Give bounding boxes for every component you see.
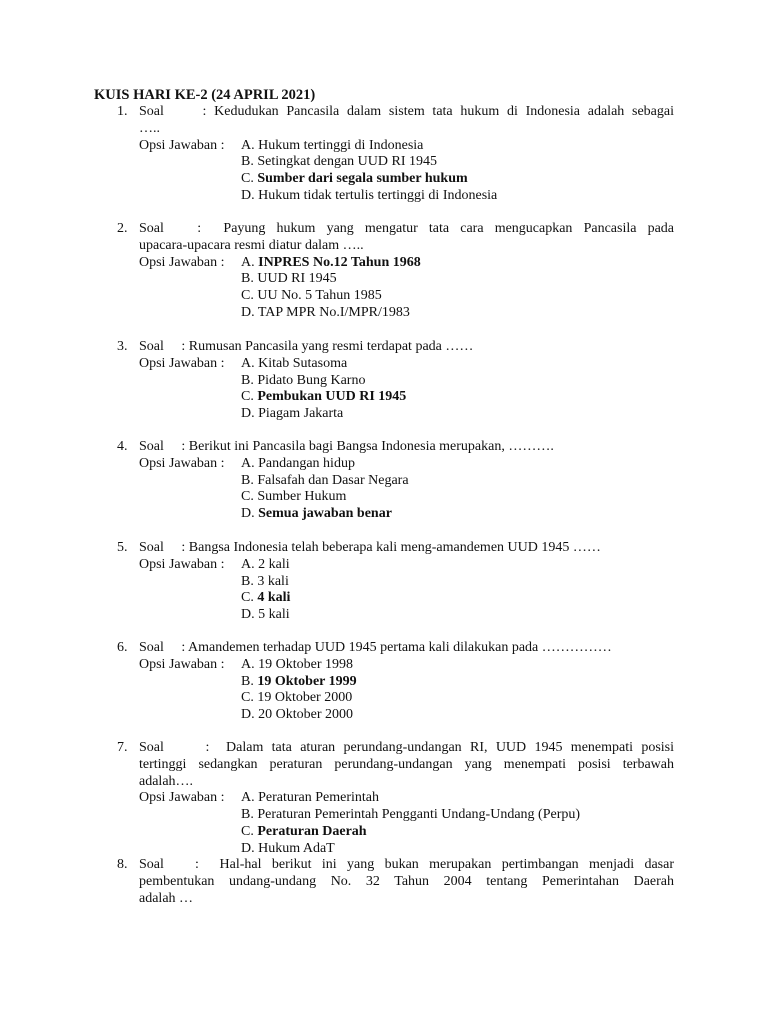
option-text: 19 Oktober 1998 (258, 656, 354, 672)
answer-option (117, 489, 674, 506)
question-item (117, 857, 674, 907)
answer-option-correct (117, 824, 674, 841)
options-label: Opsi Jawaban : (139, 556, 225, 572)
option-text: Pandangan hidup (258, 455, 355, 471)
option-letter: D. (241, 707, 259, 723)
option-text: Peraturan Daerah (257, 823, 367, 839)
question-text-continued: adalah…. (139, 773, 194, 789)
option-letter: A. (241, 656, 259, 672)
question-text: Soal : Kedudukan Pancasila dalam sistem tata hukum di Indonesia adalah sebagai (139, 104, 674, 119)
option-text: UU No. 5 Tahun 1985 (257, 288, 382, 304)
option-letter: D. (241, 304, 258, 320)
option-text: Piagam Jakarta (258, 406, 344, 422)
question-text-continued: ….. (139, 120, 160, 136)
option-letter: A. (241, 254, 259, 270)
answer-option (117, 305, 674, 322)
question-text-continued: adalah … (139, 890, 194, 906)
option-text: Sumber Hukum (257, 489, 347, 505)
option-letter: D. (241, 840, 259, 856)
option-letter: C. (241, 590, 258, 606)
answer-option-correct (117, 506, 674, 523)
question-text-continued: upacara-upacara resmi diatur dalam ….. (139, 237, 364, 253)
question-text-continued: tertinggi sedangkan peraturan perundang-undangan yang menempati posisi terbawah (139, 756, 674, 772)
option-letter: B. (241, 807, 258, 823)
options-label: Opsi Jawaban : (139, 656, 225, 672)
option-letter: C. (241, 171, 258, 187)
option-text: Pembukan UUD RI 1945 (257, 389, 407, 405)
question-item (117, 640, 674, 724)
option-letter: C. (241, 489, 258, 505)
question-number: 1. (117, 104, 128, 119)
option-text: 3 kali (257, 573, 289, 589)
option-text: Setingkat dengan UUD RI 1945 (257, 154, 437, 170)
question-number: 7. (117, 740, 128, 755)
question-text: Soal : Dalam tata aturan perundang-undangan RI, UUD 1945 menempati posisi (139, 740, 674, 755)
options-label: Opsi Jawaban : (139, 254, 225, 270)
option-letter: B. (241, 573, 258, 589)
option-text: TAP MPR No.I/MPR/1983 (257, 304, 410, 320)
option-text: Hukum AdaT (258, 840, 335, 856)
answer-option (117, 138, 674, 155)
answer-option (117, 707, 674, 724)
option-text: INPRES No.12 Tahun 1968 (258, 254, 421, 270)
options-label: Opsi Jawaban : (139, 355, 225, 371)
answer-option (117, 790, 674, 807)
answer-option (117, 473, 674, 490)
option-letter: C. (241, 288, 258, 304)
question-item (117, 339, 674, 423)
answer-option (117, 154, 674, 171)
option-text: Falsafah dan Dasar Negara (257, 472, 409, 488)
option-letter: D. (241, 506, 259, 522)
question-number: 6. (117, 640, 128, 655)
option-text: Peraturan Pemerintah (258, 790, 380, 806)
option-text: 2 kali (258, 556, 290, 572)
option-letter: B. (241, 472, 258, 488)
option-text: Semua jawaban benar (258, 506, 392, 522)
option-letter: C. (241, 823, 258, 839)
option-text: Peraturan Pemerintah Pengganti Undang-Undang (Perpu) (257, 807, 581, 823)
question-text-continued: pembentukan undang-undang No. 32 Tahun 2004 tentang Pemerintahan Daerah (139, 873, 674, 889)
option-letter: D. (241, 406, 259, 422)
option-letter: A. (241, 556, 259, 572)
question-number: 5. (117, 540, 128, 555)
question-item (117, 221, 674, 322)
question-number: 4. (117, 439, 128, 454)
answer-option (117, 574, 674, 591)
option-text: 5 kali (258, 607, 290, 623)
answer-option (117, 456, 674, 473)
answer-option (117, 188, 674, 205)
question-text: Soal : Payung hukum yang mengatur tata cara mengucapkan Pancasila pada (139, 221, 674, 236)
options-label: Opsi Jawaban : (139, 455, 225, 471)
answer-option (117, 807, 674, 824)
option-letter: A. (241, 355, 259, 371)
question-text: Soal : Bangsa Indonesia telah beberapa kali meng-amandemen UUD 1945 …… (139, 540, 601, 555)
options-label: Opsi Jawaban : (139, 790, 225, 806)
answer-option (117, 841, 674, 858)
option-text: 19 Oktober 1999 (257, 673, 357, 689)
option-letter: B. (241, 271, 258, 287)
question-text: Soal : Hal-hal berikut ini yang bukan merupakan pertimbangan menjadi dasar (139, 857, 674, 872)
answer-option (117, 657, 674, 674)
option-text: Kitab Sutasoma (258, 355, 348, 371)
question-text: Soal : Amandemen terhadap UUD 1945 pertama kali dilakukan pada …………… (139, 640, 612, 655)
answer-option-correct (117, 674, 674, 691)
quiz-title: KUIS HARI KE-2 (24 APRIL 2021) (94, 87, 316, 103)
answer-option-correct (117, 590, 674, 607)
option-letter: A. (241, 455, 259, 471)
answer-option (117, 690, 674, 707)
question-number: 2. (117, 221, 128, 236)
option-letter: C. (241, 690, 258, 706)
answer-option-correct (117, 171, 674, 188)
option-text: Hukum tidak tertulis tertinggi di Indonesia (258, 187, 498, 203)
option-text: 20 Oktober 2000 (258, 707, 354, 723)
option-letter: A. (241, 137, 259, 153)
question-text: Soal : Rumusan Pancasila yang resmi terdapat pada …… (139, 339, 474, 354)
question-number: 8. (117, 857, 128, 872)
option-letter: D. (241, 607, 259, 623)
option-letter: A. (241, 790, 259, 806)
answer-option (117, 288, 674, 305)
question-number: 3. (117, 339, 128, 354)
option-letter: C. (241, 389, 258, 405)
options-label: Opsi Jawaban : (139, 137, 225, 153)
question-text: Soal : Berikut ini Pancasila bagi Bangsa Indonesia merupakan, ………. (139, 439, 554, 454)
answer-option (117, 406, 674, 423)
option-letter: B. (241, 372, 258, 388)
question-item (117, 540, 674, 624)
answer-option (117, 271, 674, 288)
option-text: Hukum tertinggi di Indonesia (258, 137, 424, 153)
answer-option (117, 607, 674, 624)
option-text: Sumber dari segala sumber hukum (257, 171, 468, 187)
answer-option-correct (117, 389, 674, 406)
question-item (117, 104, 674, 205)
answer-option (117, 373, 674, 390)
answer-option (117, 557, 674, 574)
option-text: Pidato Bung Karno (257, 372, 366, 388)
option-text: 19 Oktober 2000 (257, 690, 353, 706)
question-item (117, 740, 674, 858)
option-letter: B. (241, 154, 258, 170)
option-text: 4 kali (257, 590, 291, 606)
question-item (117, 439, 674, 523)
option-text: UUD RI 1945 (257, 271, 337, 287)
option-letter: D. (241, 187, 259, 203)
option-letter: B. (241, 673, 258, 689)
answer-option-correct (117, 255, 674, 272)
answer-option (117, 356, 674, 373)
